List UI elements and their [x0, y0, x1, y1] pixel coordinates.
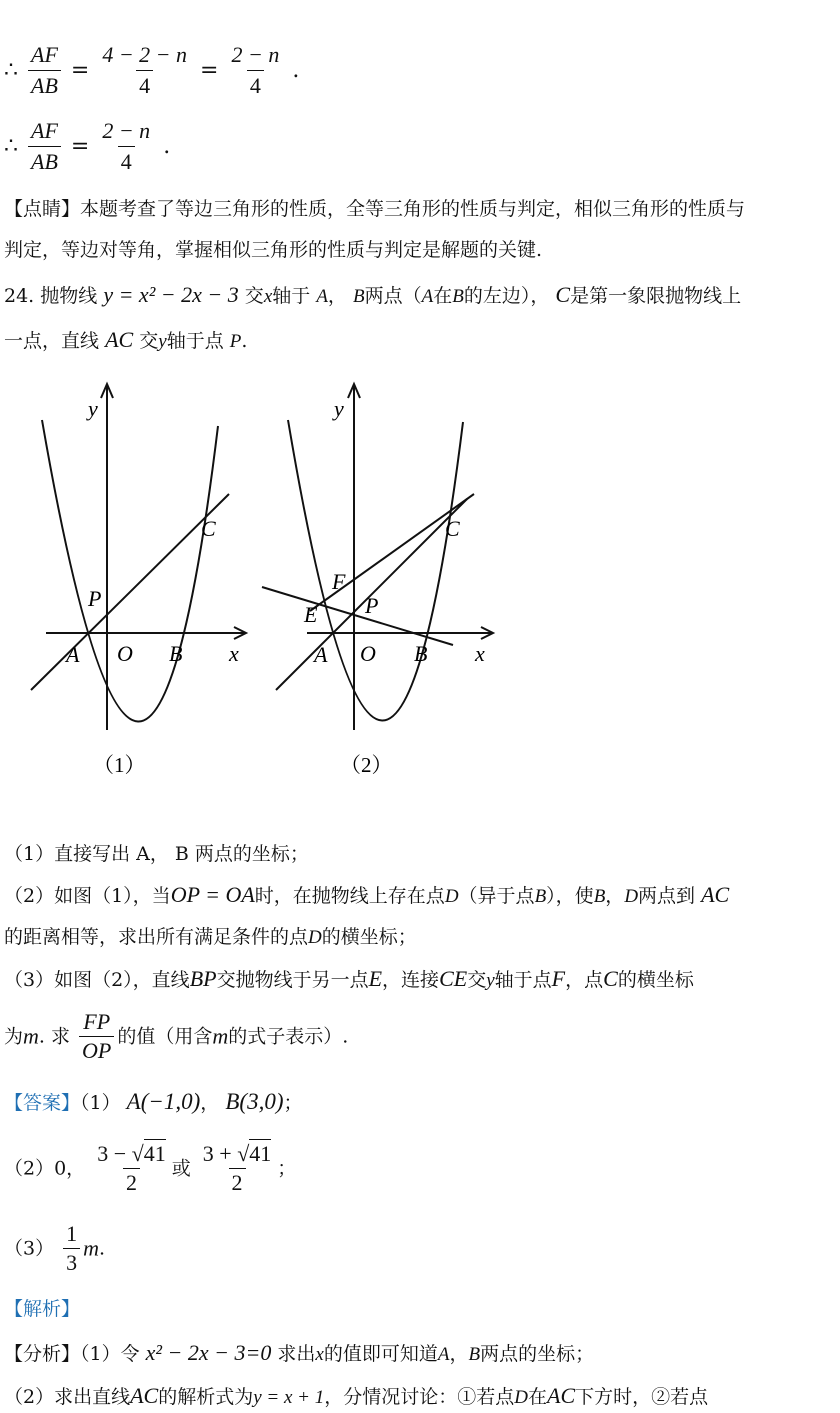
- answer-tag: 【答案】: [4, 1092, 81, 1114]
- label-b: B: [414, 641, 428, 666]
- var-a: A: [437, 1344, 450, 1365]
- var-ac: AC: [105, 327, 134, 352]
- text: ，分情况讨论：①若点: [324, 1386, 515, 1408]
- equals-sign: =: [70, 134, 90, 159]
- fraction-right: [228, 42, 282, 99]
- question-1: （1）直接写出 A， B 两点的坐标；: [4, 843, 309, 865]
- denominator: AB: [28, 146, 61, 175]
- var-a: A: [316, 286, 328, 307]
- equals-sign: =: [200, 58, 219, 83]
- var-d: D: [624, 886, 639, 907]
- var-bp: BP: [189, 966, 217, 991]
- text: 的值即可知道: [323, 1343, 438, 1365]
- numerator: 2 − n: [231, 42, 280, 67]
- var-m: m: [83, 1235, 100, 1261]
- calc-line-1: [4, 42, 299, 99]
- point-b: B(3,0): [225, 1089, 284, 1114]
- var-c: C: [603, 966, 618, 991]
- denominator: OP: [79, 1036, 114, 1063]
- calc-line-2: [4, 118, 170, 175]
- text: 两点（: [364, 285, 422, 307]
- var-d: D: [308, 927, 322, 948]
- equation: y = x + 1: [253, 1387, 325, 1408]
- comment-line-2: 判定，等边对等角，掌握相似三角形的性质与判定是解题的关键.: [4, 239, 543, 261]
- numerator: 2 − n: [102, 118, 151, 143]
- equation: y = x² − 2x − 3: [103, 282, 239, 307]
- answer-line-1: [4, 1090, 303, 1115]
- numerator: 4 − 2 − n: [102, 42, 188, 67]
- label-y: y: [334, 396, 344, 421]
- numerator: AF: [31, 42, 58, 67]
- text: 的左边），: [463, 285, 550, 307]
- label-a: A: [314, 642, 328, 667]
- var-b: B: [468, 1344, 481, 1365]
- condition: OP = OA: [170, 882, 255, 907]
- label-c: C: [201, 516, 216, 541]
- caption-1: （1）: [93, 753, 146, 777]
- text: 交: [139, 330, 159, 352]
- text: .: [99, 1237, 106, 1260]
- var-b: B: [593, 886, 606, 907]
- text: 时，在抛物线上存在点: [254, 885, 445, 907]
- label-f: F: [332, 569, 346, 594]
- var-b: B: [352, 286, 365, 307]
- text: 轴于点: [494, 969, 552, 991]
- text: ，点: [565, 969, 604, 991]
- var-ac: AC: [701, 882, 730, 907]
- label-x: x: [475, 641, 485, 666]
- point-a: A(−1,0): [126, 1089, 201, 1114]
- label-p: P: [88, 586, 102, 611]
- text: （3）如图（2），直线: [4, 969, 190, 991]
- equation: x² − 2x − 3=0: [145, 1340, 272, 1365]
- var-m: m: [212, 1023, 229, 1049]
- fraction-middle: [99, 42, 190, 99]
- numerator: AF: [31, 118, 58, 143]
- label-p: P: [365, 593, 379, 618]
- analysis-tag: 【解析】: [4, 1298, 81, 1320]
- problem-line-1: [4, 283, 741, 309]
- text: 求出: [277, 1343, 316, 1365]
- fraction-3-minus-sqrt41: [94, 1142, 169, 1195]
- text: 的距离相等，求出所有满足条件的点: [4, 926, 309, 948]
- text: 的横坐标；: [321, 926, 417, 948]
- text: ；: [283, 1092, 303, 1114]
- question-3-line-1: [4, 967, 694, 993]
- text: 的值（用含: [117, 1025, 213, 1048]
- label-e: E: [304, 602, 318, 627]
- var-ac: AC: [130, 1383, 159, 1408]
- text: 24. 抛物线: [4, 285, 98, 307]
- label-a: A: [66, 642, 80, 667]
- period: .: [163, 134, 171, 159]
- text: （2）如图（1），当: [4, 885, 171, 907]
- denominator: 4: [118, 146, 135, 175]
- parabola: [42, 420, 218, 722]
- var-d: D: [514, 1387, 528, 1408]
- analysis-subtag: 【分析】: [4, 1343, 81, 1365]
- label-x: x: [229, 641, 239, 666]
- var-m: m: [23, 1023, 39, 1049]
- fraction-one-third: [63, 1222, 80, 1275]
- text: 下方时，②若点: [575, 1386, 709, 1408]
- fraction-right: [99, 118, 153, 175]
- text: 交: [467, 969, 487, 991]
- problem-line-2: [4, 328, 247, 354]
- text: 交: [244, 285, 264, 307]
- analysis-line-2: [4, 1384, 708, 1410]
- text: （3）: [4, 1237, 55, 1260]
- analysis-line-1: [4, 1341, 594, 1367]
- denominator: AB: [28, 70, 61, 99]
- var-x: x: [315, 1344, 324, 1365]
- numerator: 1: [66, 1221, 78, 1246]
- fraction-af-ab: [28, 42, 61, 99]
- question-2-line-2: [4, 925, 417, 950]
- text: 的横坐标: [617, 969, 694, 991]
- var-p: P: [229, 331, 242, 352]
- therefore-symbol: ∴: [4, 58, 18, 83]
- figure-2: [255, 370, 505, 790]
- label-y: y: [88, 396, 98, 421]
- var-ac: AC: [547, 1383, 576, 1408]
- var-e: E: [368, 966, 383, 991]
- text: 是第一象限抛物线上: [570, 285, 742, 307]
- comment-line-1: 【点睛】本题考查了等边三角形的性质，全等三角形的性质与判定，相似三角形的性质与: [4, 198, 746, 220]
- text: 交抛物线于另一点: [216, 969, 369, 991]
- text: 为: [4, 1025, 24, 1048]
- answer-line-3: [4, 1222, 105, 1275]
- var-y: y: [486, 970, 495, 991]
- text: 的解析式为: [158, 1386, 254, 1408]
- text: （2）0，: [4, 1157, 86, 1180]
- line-bp: [262, 587, 453, 645]
- text: 或: [171, 1157, 191, 1180]
- text: ，: [605, 885, 625, 907]
- var-d: D: [444, 886, 459, 907]
- therefore-symbol: ∴: [4, 134, 18, 159]
- text: . 求: [38, 1025, 70, 1048]
- denominator: 4: [247, 70, 264, 99]
- var-c: C: [555, 282, 571, 307]
- text: 一点，直线: [4, 330, 100, 352]
- label-b: B: [169, 641, 183, 666]
- var-ce: CE: [439, 966, 468, 991]
- numerator: 3 + √41: [202, 1141, 272, 1166]
- var-a: A: [421, 286, 434, 307]
- text: ，: [200, 1092, 220, 1114]
- text: 轴于点: [166, 330, 224, 352]
- text: （1）令: [80, 1343, 140, 1365]
- text: ，: [449, 1343, 469, 1365]
- figure-1: [0, 370, 260, 790]
- text: 在: [528, 1386, 548, 1408]
- denominator: 2: [123, 1168, 140, 1195]
- var-b: B: [534, 886, 547, 907]
- label-o: O: [360, 641, 376, 666]
- var-x: x: [263, 286, 273, 307]
- var-f: F: [551, 966, 566, 991]
- text: .: [241, 330, 248, 352]
- text: 的式子表示）.: [228, 1025, 349, 1048]
- var-b: B: [452, 286, 464, 307]
- fraction-af-ab: [28, 118, 61, 175]
- denominator: 3: [63, 1248, 80, 1275]
- caption-2: （2）: [340, 753, 393, 777]
- text: 轴于: [272, 285, 311, 307]
- text: 两点的坐标；: [480, 1343, 595, 1365]
- text: ；: [277, 1157, 297, 1180]
- label-o: O: [117, 641, 133, 666]
- numerator: 3 − √41: [97, 1141, 166, 1166]
- parabola: [288, 420, 463, 721]
- fraction-3-plus-sqrt41: [200, 1142, 275, 1195]
- period: .: [292, 58, 300, 83]
- question-3-line-2: [4, 1010, 348, 1063]
- var-y: y: [158, 331, 167, 352]
- denominator: 2: [229, 1168, 246, 1195]
- text: ），使: [546, 885, 594, 907]
- label-c: C: [445, 516, 460, 541]
- text: （1）: [80, 1092, 121, 1114]
- denominator: 4: [136, 70, 153, 99]
- equals-sign: =: [70, 58, 90, 83]
- text: ，: [327, 285, 347, 307]
- text: （异于点: [458, 885, 535, 907]
- numerator: FP: [83, 1009, 111, 1034]
- text: （2）求出直线: [4, 1386, 131, 1408]
- text: 两点到: [638, 885, 696, 907]
- fraction-fp-op: [79, 1010, 114, 1063]
- question-2-line-1: [4, 883, 729, 909]
- text: ，连接: [382, 969, 440, 991]
- answer-line-2: [4, 1142, 296, 1195]
- text: 在: [433, 285, 453, 307]
